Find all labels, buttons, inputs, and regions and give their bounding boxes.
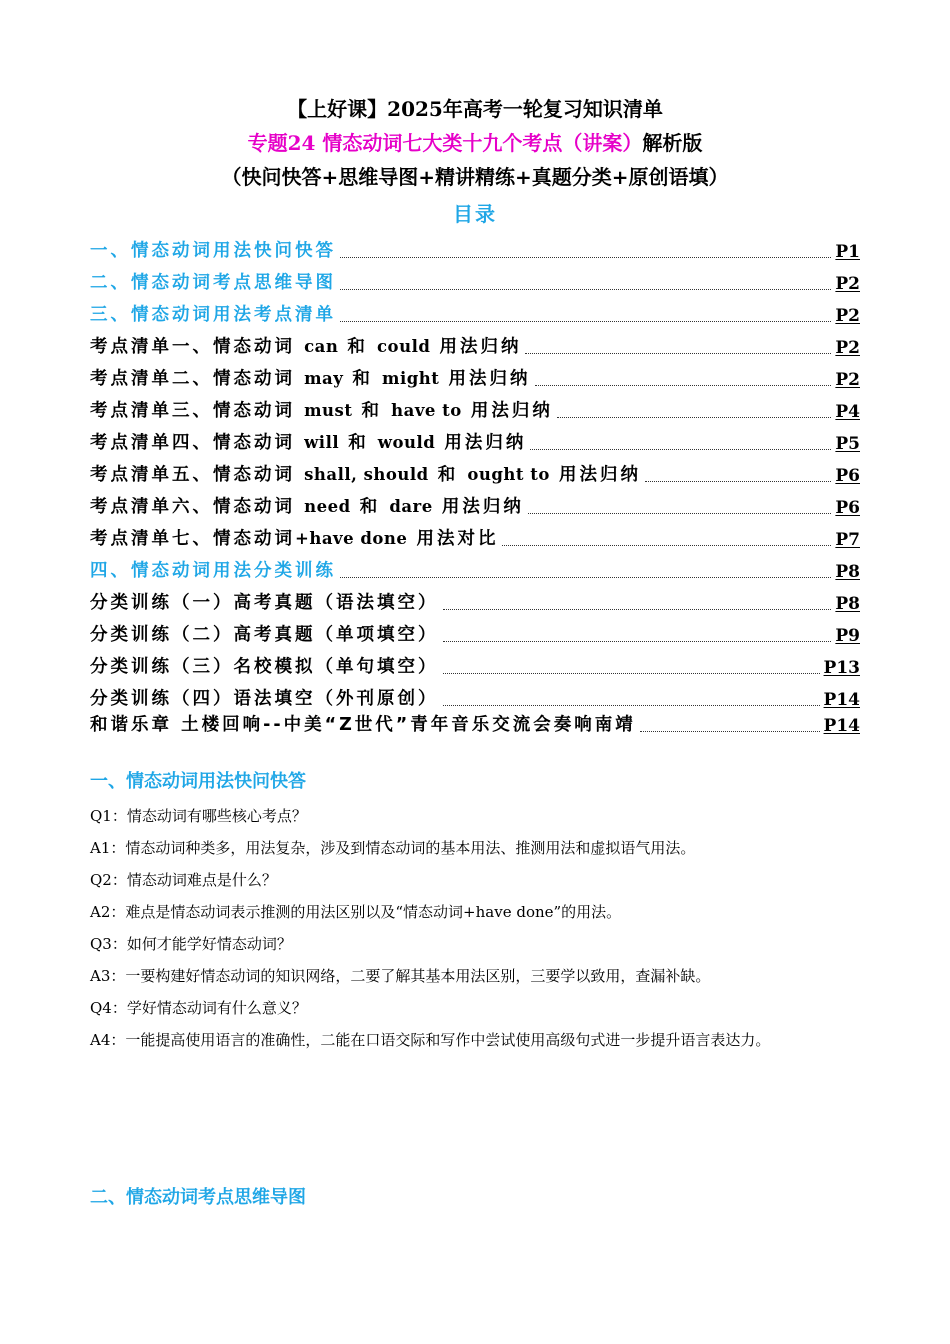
toc-item-label: 考点清单五、情态动词 shall, should 和 ought to 用法归纳 [90,465,642,485]
toc-item[interactable] [90,518,860,550]
doc-features: （快问快答+思维导图+精讲精练+真题分类+原创语填） [221,165,729,189]
toc-item-page: P8 [835,594,860,614]
toc-item[interactable] [90,550,860,582]
toc-item[interactable] [90,582,860,614]
toc-item[interactable] [90,230,860,262]
question-text: Q1：情态动词有哪些核心考点？ [90,807,307,825]
toc-item-label: 分类训练（四）语法填空（外刊原创） [90,689,439,709]
question-text: Q3：如何才能学好情态动词？ [90,935,292,953]
toc-item-label: 考点清单一、情态动词 can 和 could 用法归纳 [90,337,522,357]
toc-leader-dots [645,481,831,482]
subtitle-version: 解析版 [642,131,703,155]
toc-leader-dots [557,417,831,418]
doc-subtitle [0,127,950,156]
toc-item[interactable] [90,390,860,422]
toc-item[interactable] [90,710,860,736]
toc-item-page: P6 [835,466,860,486]
toc-item[interactable] [90,646,860,678]
toc-item-label: 三、情态动词用法考点清单 [90,305,336,325]
table-of-contents [90,230,860,736]
toc-item-label: 一、情态动词用法快问快答 [90,241,336,261]
toc-item-page: P2 [835,306,860,326]
toc-leader-dots [502,545,831,546]
toc-item-page: P4 [835,402,860,422]
toc-leader-dots [443,673,820,674]
answer-text: A3：一要构建好情态动词的知识网络，二要了解其基本用法区别，三要学以致用，查漏补缺。 [90,967,711,985]
toc-leader-dots [528,513,832,514]
toc-item-page: P13 [823,658,860,678]
toc-item-label: 考点清单四、情态动词 will 和 would 用法归纳 [90,433,527,453]
toc-item[interactable] [90,422,860,454]
toc-title: 目录 [453,202,497,226]
toc-item-page: P14 [823,716,860,736]
toc-item-label: 分类训练（三）名校模拟（单句填空） [90,657,439,677]
question-text: Q2：情态动词难点是什么？ [90,871,277,889]
toc-item[interactable] [90,678,860,710]
toc-leader-dots [340,577,831,578]
toc-leader-dots [443,609,832,610]
toc-leader-dots [340,321,831,322]
toc-item[interactable] [90,294,860,326]
toc-item-label: 和谐乐章 土楼回响--中美“Z世代”青年音乐交流会奏响南靖 [90,715,636,735]
toc-leader-dots [443,705,820,706]
toc-item-label: 分类训练（一）高考真题（语法填空） [90,593,439,613]
toc-item-page: P2 [835,338,860,358]
toc-item[interactable] [90,614,860,646]
toc-item-label: 考点清单二、情态动词 may 和 might 用法归纳 [90,369,531,389]
toc-item-page: P2 [835,274,860,294]
toc-item[interactable] [90,326,860,358]
toc-item-page: P6 [835,498,860,518]
toc-item-label: 考点清单六、情态动词 need 和 dare 用法归纳 [90,497,524,517]
toc-item[interactable] [90,454,860,486]
answer-text: A2：难点是情态动词表示推测的用法区别以及“情态动词+have done”的用法。 [90,903,622,921]
toc-leader-dots [530,449,831,450]
answer-text: A1：情态动词种类多，用法复杂，涉及到情态动词的基本用法、推测用法和虚拟语气用法。 [90,839,696,857]
toc-item-page: P2 [835,370,860,390]
toc-item-page: P8 [835,562,860,582]
toc-item-label: 分类训练（二）高考真题（单项填空） [90,625,439,645]
answer-text: A4：一能提高使用语言的准确性，二能在口语交际和写作中尝试使用高级句式进一步提升语言表达力。 [90,1031,771,1049]
toc-leader-dots [640,731,820,732]
toc-item-label: 二、情态动词考点思维导图 [90,273,336,293]
toc-item[interactable] [90,358,860,390]
toc-leader-dots [340,257,831,258]
section-heading: 二、情态动词考点思维导图 [90,1187,306,1208]
toc-item-page: P5 [835,434,860,454]
toc-item-label: 考点清单七、情态动词+have done 用法对比 [90,529,499,549]
toc-leader-dots [443,641,832,642]
toc-item-label: 四、情态动词用法分类训练 [90,561,336,581]
toc-item-page: P9 [835,626,860,646]
toc-leader-dots [535,385,832,386]
qa-list [90,800,870,1056]
toc-leader-dots [525,353,831,354]
section-heading: 一、情态动词用法快问快答 [90,771,306,792]
toc-item-page: P14 [823,690,860,710]
subtitle-topic: 专题24 情态动词七大类十九个考点（讲案） [247,131,643,155]
question-text: Q4：学好情态动词有什么意义？ [90,999,307,1017]
toc-item[interactable] [90,486,860,518]
toc-item-label: 考点清单三、情态动词 must 和 have to 用法归纳 [90,401,553,421]
doc-title: 【上好课】2025年高考一轮复习知识清单 [287,97,663,121]
toc-item[interactable] [90,262,860,294]
toc-leader-dots [340,289,831,290]
toc-item-page: P1 [835,242,860,262]
toc-item-page: P7 [835,530,860,550]
